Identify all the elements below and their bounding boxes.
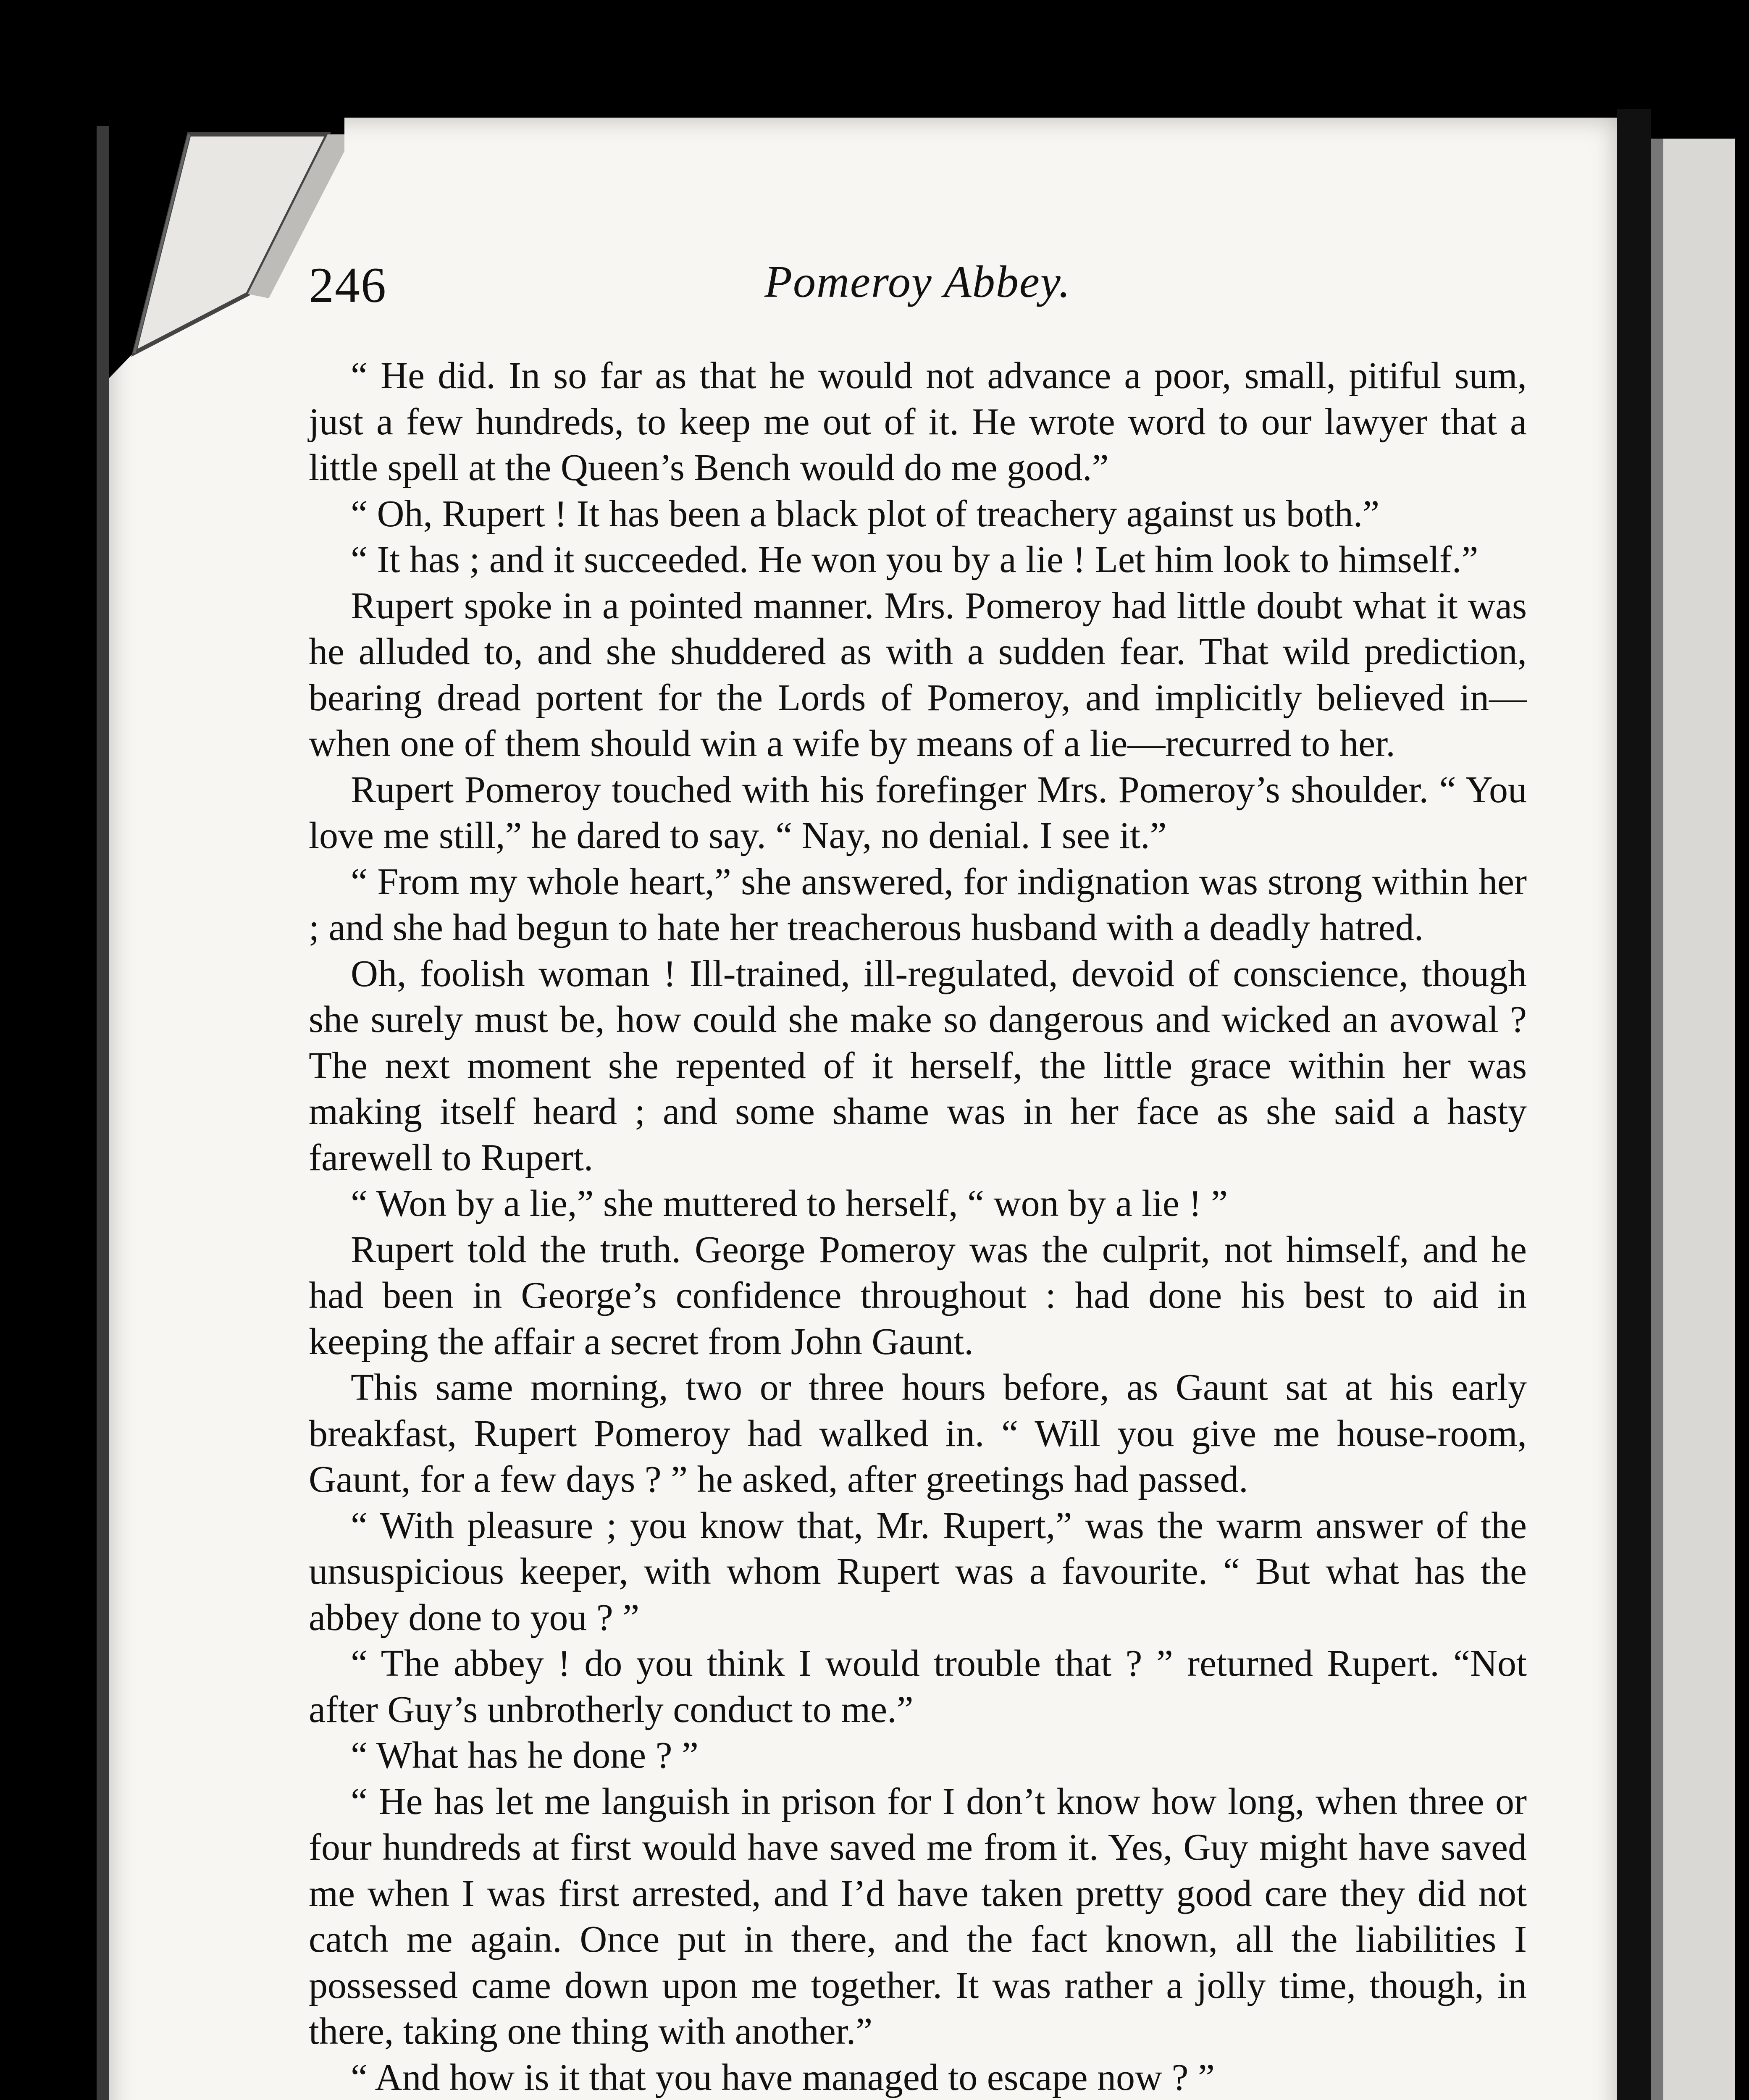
paragraph: “ And how is it that you have managed to escape now ? ” [351,2056,1215,2098]
paragraph: “ Won by a lie,” she muttered to herself, “ won by a lie ! ” [351,1183,1228,1224]
book-gutter [1617,109,1651,2100]
paragraph: Rupert spoke in a pointed manner. Mrs. Pomeroy had little doubt what it was he alluded to, and she shuddered as with a sudden fear. That wild prediction, bearing dread portent for the Lords of Pomeroy, and implicitly believed in—when one of them should win a wife by means of a lie—recurred to her. [309,585,1527,764]
facing-page-shadow [1651,139,1663,2100]
paragraph: “ It has ; and it succeeded. He won you by a lie ! Let him look to himself.” [351,539,1479,580]
paragraph: “ Oh, Rupert ! It has been a black plot of treachery against us both.” [351,493,1380,535]
facing-page-edge [1651,139,1735,2100]
running-title: Pomeroy Abbey. [764,257,1071,307]
paragraph: “ What has he done ? ” [351,1735,699,1776]
paragraph: “ He did. In so far as that he would not advance a poor, small, pitiful sum, just a few hundreds, to keep me out of it. He wrote word to our lawyer that a little spell at the Queen’s Bench would do me good.” [309,355,1527,488]
folded-corner-icon [109,118,344,378]
paragraph: Oh, foolish woman ! Ill-trained, ill-regulated, devoid of conscience, though she surely must be, how could she make so dangerous and wicked an avowal ? The next moment she repented of it herself, the little grace within her was making itself heard ; and some shame was in her face as she said a hasty farewell to Rupert. [309,953,1527,1179]
paragraph: “ From my whole heart,” she answered, for indignation was strong within her ; and she had begun to hate her treacherous husband with a deadly hatred. [309,861,1527,948]
paragraph: This same morning, two or three hours before, as Gaunt sat at his early breakfast, Rupert Pomeroy had walked in. “ Will you give me house-room, Gaunt, for a few days ? ” he asked, after greetings had passed. [309,1367,1527,1500]
page-spine-edge [97,126,109,2100]
paragraph: “ With pleasure ; you know that, Mr. Rupert,” was the warm answer of the unsuspicious keeper, with whom Rupert was a favourite. “ But what has the abbey done to you ? ” [309,1504,1527,1638]
paragraph: Rupert Pomeroy touched with his forefinger Mrs. Pomeroy’s shoulder. “ You love me still,” he dared to say. “ Nay, no denial. I see it.” [309,769,1527,856]
page-number: 246 [309,257,387,313]
paragraph: “ He has let me languish in prison for I don’t know how long, when three or four hundreds at first would have saved me from it. Yes, Guy might have saved me when I was first arrested, and I’d have taken pretty good care they did not catch me again. Once put in there, and the fact known, all the liabilities I possessed came down upon me together. It was rather a jolly time, though, in there, taking one thing with another.” [309,1780,1527,2052]
paragraph: Rupert told the truth. George Pomeroy was the culprit, not himself, and he had been in George’s confidence throughout : had done his best to aid in keeping the affair a secret from John Gaunt. [309,1228,1527,1362]
body-text [309,353,1527,2100]
paragraph: “ The abbey ! do you think I would trouble that ? ” returned Rupert. “Not after Guy’s unbrotherly conduct to me.” [309,1643,1527,1730]
book-page [109,118,1617,2100]
